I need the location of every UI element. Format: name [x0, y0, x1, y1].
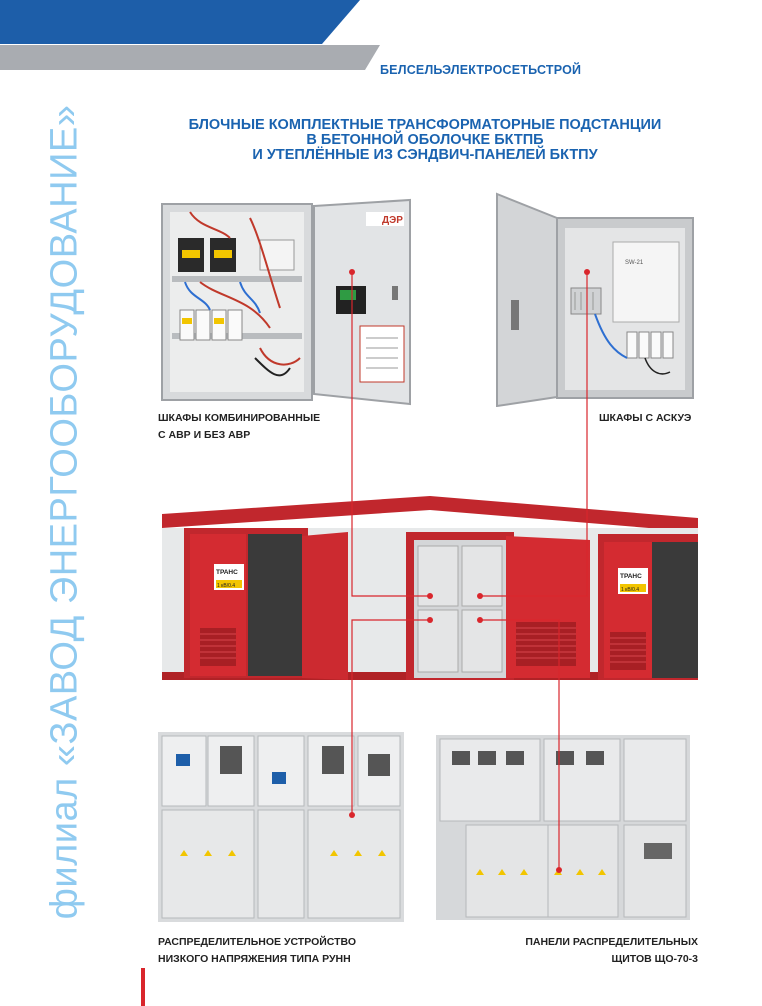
breaker [627, 332, 637, 358]
meter-dark [452, 751, 470, 765]
sign-left-text: ТРАНС [216, 569, 238, 576]
panel-section [462, 546, 502, 606]
caption-line: ЩИТОВ ЩО-70-3 [611, 953, 698, 965]
contactor-label [182, 250, 200, 258]
substation-photo [162, 492, 698, 682]
meter-dark [322, 746, 344, 774]
contactor-label [214, 250, 232, 258]
meter-dark [586, 751, 604, 765]
door-lock [511, 300, 519, 330]
breaker [212, 310, 226, 340]
caption-line: НИЗКОГО НАПРЯЖЕНИЯ ТИПА РУНН [158, 953, 351, 965]
cabinet-door [497, 194, 557, 406]
vent-grille-right [610, 632, 646, 670]
meter-dark [368, 754, 390, 776]
title-line-1: БЛОЧНЫЕ КОМПЛЕКТНЫЕ ТРАНСФОРМАТОРНЫЕ ПОДСТАНЦИИ [188, 117, 662, 133]
caption-runn [158, 934, 356, 968]
caption-line: ПАНЕЛИ РАСПРЕДЕЛИТЕЛЬНЫХ [525, 936, 698, 948]
vertical-title-container [40, 104, 90, 920]
scho-panels-photo [436, 735, 690, 920]
sign-right-text: ТРАНС [620, 573, 642, 580]
panel-section [462, 610, 502, 672]
meter-blue [176, 754, 190, 766]
sign-left-sub: 1 кВ/0.4 [217, 583, 236, 589]
relay-module [260, 240, 294, 270]
breaker-handle [214, 318, 224, 324]
cabinet-askue-photo [495, 192, 695, 407]
meter-dark [220, 746, 242, 774]
header-blue-band [0, 0, 360, 44]
meter-dark [556, 751, 574, 765]
caption-line: С АВР И БЕЗ АВР [158, 429, 251, 441]
cabinet-avr-photo [160, 198, 415, 408]
meter-dark [506, 751, 524, 765]
lower-panels [466, 825, 686, 917]
caption-line: ШКАФЫ КОМБИНИРОВАННЫЕ [158, 412, 321, 424]
door-meter-display [340, 290, 356, 300]
caption-line: РАСПРЕДЕЛИТЕЛЬНОЕ УСТРОЙСТВО [158, 936, 357, 948]
title-line-3: И УТЕПЛЁННЫЕ ИЗ СЭНДВИЧ-ПАНЕЛЕЙ БКТПУ [252, 147, 598, 163]
caption-cabinet-askue [599, 410, 691, 427]
meter-module [613, 242, 679, 322]
door-lock [392, 286, 398, 300]
vent-grille-center [516, 622, 576, 666]
upper-panels [162, 736, 400, 806]
company-name: БЕЛСЕЛЬЭЛЕКТРОСЕТЬСТРОЙ [380, 63, 582, 77]
vertical-title: филиал «ЗАВОД ЭНЕРГООБОРУДОВАНИЕ» [43, 104, 86, 920]
breaker-handle [182, 318, 192, 324]
caption-line: ШКАФЫ С АСКУЭ [599, 412, 692, 424]
door-brand-text: ДЭР [382, 215, 403, 226]
din-rail [172, 276, 302, 282]
page-marker [141, 968, 145, 1006]
caption-cabinet-avr [158, 410, 320, 444]
breaker [663, 332, 673, 358]
vent-grille-left [200, 628, 236, 666]
meter-label: SW-21 [625, 260, 644, 266]
header-gray-band [0, 45, 380, 70]
door-schematic [360, 326, 404, 382]
sign-right-sub: 1 кВ/0.4 [621, 587, 640, 593]
vent-grille [644, 843, 672, 859]
door-left-open [302, 532, 348, 680]
breaker [639, 332, 649, 358]
breaker [196, 310, 210, 340]
roof [162, 496, 698, 532]
lower-panels [162, 810, 400, 918]
title-line-2: В БЕТОННОЙ ОБОЛОЧКЕ БКТПБ [306, 132, 544, 148]
runn-switchgear-photo [158, 732, 404, 922]
breaker [180, 310, 194, 340]
breaker [228, 310, 242, 340]
panel-section [418, 546, 458, 606]
panel-section [418, 610, 458, 672]
caption-scho [525, 934, 698, 968]
meter-dark [478, 751, 496, 765]
door-right-opening [652, 542, 698, 678]
meter-blue [272, 772, 286, 784]
page-title [160, 118, 690, 163]
breaker [651, 332, 661, 358]
door-left-opening [248, 534, 302, 676]
